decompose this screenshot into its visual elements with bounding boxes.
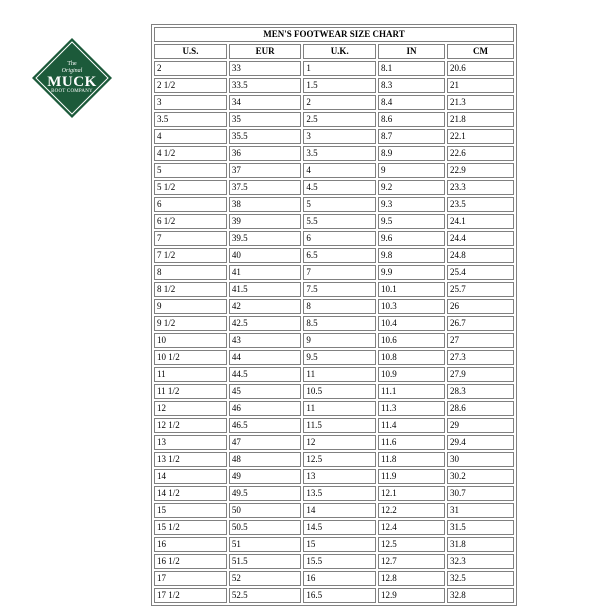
in-size-cell: 12.5 xyxy=(378,537,445,552)
cm-size-cell: 24.4 xyxy=(447,231,514,246)
us-size-cell: 5 xyxy=(154,163,227,178)
us-size-cell: 15 xyxy=(154,503,227,518)
table-row xyxy=(154,197,514,212)
in-size-cell: 12.1 xyxy=(378,486,445,501)
table-row xyxy=(154,61,514,76)
eur-size-cell: 33.5 xyxy=(229,78,302,93)
in-size-cell: 12.8 xyxy=(378,571,445,586)
us-size-cell: 8 1/2 xyxy=(154,282,227,297)
eur-size-cell: 43 xyxy=(229,333,302,348)
in-size-cell: 12.2 xyxy=(378,503,445,518)
title-row xyxy=(154,27,514,42)
eur-size-cell: 46.5 xyxy=(229,418,302,433)
eur-size-cell: 42.5 xyxy=(229,316,302,331)
us-size-cell: 4 1/2 xyxy=(154,146,227,161)
cm-size-cell: 30.2 xyxy=(447,469,514,484)
in-size-cell: 8.6 xyxy=(378,112,445,127)
eur-size-cell: 42 xyxy=(229,299,302,314)
cm-size-cell: 32.5 xyxy=(447,571,514,586)
table-row xyxy=(154,316,514,331)
eur-size-cell: 48 xyxy=(229,452,302,467)
table-row xyxy=(154,418,514,433)
uk-size-cell: 2 xyxy=(303,95,376,110)
chart-title: MEN'S FOOTWEAR SIZE CHART xyxy=(154,27,514,42)
in-size-cell: 10.6 xyxy=(378,333,445,348)
header-row xyxy=(154,44,514,59)
logo-brand-text: MUCK xyxy=(47,74,97,90)
in-size-cell: 10.8 xyxy=(378,350,445,365)
eur-size-cell: 51.5 xyxy=(229,554,302,569)
table-row xyxy=(154,299,514,314)
cm-size-cell: 25.7 xyxy=(447,282,514,297)
eur-size-cell: 40 xyxy=(229,248,302,263)
logo-subtitle-text: BOOT COMPANY xyxy=(51,89,93,94)
in-size-cell: 9.5 xyxy=(378,214,445,229)
us-size-cell: 9 xyxy=(154,299,227,314)
cm-size-cell: 21.8 xyxy=(447,112,514,127)
eur-size-cell: 52.5 xyxy=(229,588,302,603)
table-row xyxy=(154,231,514,246)
us-size-cell: 16 xyxy=(154,537,227,552)
eur-size-cell: 41.5 xyxy=(229,282,302,297)
uk-size-cell: 9.5 xyxy=(303,350,376,365)
eur-size-cell: 36 xyxy=(229,146,302,161)
us-size-cell: 12 xyxy=(154,401,227,416)
uk-size-cell: 8 xyxy=(303,299,376,314)
us-size-cell: 11 1/2 xyxy=(154,384,227,399)
cm-size-cell: 27.3 xyxy=(447,350,514,365)
uk-size-cell: 5 xyxy=(303,197,376,212)
uk-size-cell: 1 xyxy=(303,61,376,76)
table-row xyxy=(154,469,514,484)
table-row xyxy=(154,163,514,178)
header-eur: EUR xyxy=(229,44,302,59)
logo-original-text: Original xyxy=(61,68,83,74)
cm-size-cell: 23.3 xyxy=(447,180,514,195)
cm-size-cell: 25.4 xyxy=(447,265,514,280)
uk-size-cell: 4 xyxy=(303,163,376,178)
us-size-cell: 2 xyxy=(154,61,227,76)
table-row xyxy=(154,78,514,93)
in-size-cell: 9.3 xyxy=(378,197,445,212)
us-size-cell: 7 1/2 xyxy=(154,248,227,263)
table-row xyxy=(154,180,514,195)
table-row xyxy=(154,537,514,552)
table-row xyxy=(154,486,514,501)
us-size-cell: 8 xyxy=(154,265,227,280)
us-size-cell: 16 1/2 xyxy=(154,554,227,569)
table-row xyxy=(154,503,514,518)
in-size-cell: 11.4 xyxy=(378,418,445,433)
in-size-cell: 10.9 xyxy=(378,367,445,382)
us-size-cell: 17 xyxy=(154,571,227,586)
cm-size-cell: 22.9 xyxy=(447,163,514,178)
us-size-cell: 2 1/2 xyxy=(154,78,227,93)
table-row xyxy=(154,520,514,535)
uk-size-cell: 13 xyxy=(303,469,376,484)
uk-size-cell: 16.5 xyxy=(303,588,376,603)
cm-size-cell: 22.6 xyxy=(447,146,514,161)
us-size-cell: 4 xyxy=(154,129,227,144)
cm-size-cell: 26 xyxy=(447,299,514,314)
table-row xyxy=(154,401,514,416)
muck-boot-logo xyxy=(30,36,114,120)
cm-size-cell: 27.9 xyxy=(447,367,514,382)
eur-size-cell: 46 xyxy=(229,401,302,416)
table-row xyxy=(154,248,514,263)
us-size-cell: 13 xyxy=(154,435,227,450)
eur-size-cell: 37 xyxy=(229,163,302,178)
in-size-cell: 11.6 xyxy=(378,435,445,450)
uk-size-cell: 5.5 xyxy=(303,214,376,229)
table-row xyxy=(154,588,514,603)
cm-size-cell: 29 xyxy=(447,418,514,433)
cm-size-cell: 31.5 xyxy=(447,520,514,535)
uk-size-cell: 9 xyxy=(303,333,376,348)
us-size-cell: 6 xyxy=(154,197,227,212)
cm-size-cell: 32.8 xyxy=(447,588,514,603)
cm-size-cell: 23.5 xyxy=(447,197,514,212)
uk-size-cell: 11 xyxy=(303,401,376,416)
eur-size-cell: 51 xyxy=(229,537,302,552)
us-size-cell: 7 xyxy=(154,231,227,246)
uk-size-cell: 2.5 xyxy=(303,112,376,127)
cm-size-cell: 20.6 xyxy=(447,61,514,76)
us-size-cell: 12 1/2 xyxy=(154,418,227,433)
table-row xyxy=(154,384,514,399)
in-size-cell: 12.9 xyxy=(378,588,445,603)
uk-size-cell: 1.5 xyxy=(303,78,376,93)
cm-size-cell: 30 xyxy=(447,452,514,467)
in-size-cell: 9.8 xyxy=(378,248,445,263)
eur-size-cell: 41 xyxy=(229,265,302,280)
eur-size-cell: 35.5 xyxy=(229,129,302,144)
size-chart-container xyxy=(151,24,517,606)
eur-size-cell: 37.5 xyxy=(229,180,302,195)
uk-size-cell: 14 xyxy=(303,503,376,518)
table-row xyxy=(154,95,514,110)
cm-size-cell: 31.8 xyxy=(447,537,514,552)
cm-size-cell: 21.3 xyxy=(447,95,514,110)
eur-size-cell: 52 xyxy=(229,571,302,586)
uk-size-cell: 11.5 xyxy=(303,418,376,433)
us-size-cell: 13 1/2 xyxy=(154,452,227,467)
in-size-cell: 9 xyxy=(378,163,445,178)
header-cm: CM xyxy=(447,44,514,59)
cm-size-cell: 24.8 xyxy=(447,248,514,263)
cm-size-cell: 29.4 xyxy=(447,435,514,450)
eur-size-cell: 33 xyxy=(229,61,302,76)
table-row xyxy=(154,282,514,297)
cm-size-cell: 26.7 xyxy=(447,316,514,331)
uk-size-cell: 10.5 xyxy=(303,384,376,399)
cm-size-cell: 27 xyxy=(447,333,514,348)
eur-size-cell: 44.5 xyxy=(229,367,302,382)
eur-size-cell: 47 xyxy=(229,435,302,450)
header-uk: U.K. xyxy=(303,44,376,59)
us-size-cell: 3 xyxy=(154,95,227,110)
table-row xyxy=(154,112,514,127)
uk-size-cell: 11 xyxy=(303,367,376,382)
us-size-cell: 10 1/2 xyxy=(154,350,227,365)
in-size-cell: 10.4 xyxy=(378,316,445,331)
uk-size-cell: 15 xyxy=(303,537,376,552)
in-size-cell: 10.1 xyxy=(378,282,445,297)
us-size-cell: 14 xyxy=(154,469,227,484)
uk-size-cell: 7.5 xyxy=(303,282,376,297)
in-size-cell: 9.2 xyxy=(378,180,445,195)
table-row xyxy=(154,146,514,161)
eur-size-cell: 50 xyxy=(229,503,302,518)
table-row xyxy=(154,554,514,569)
in-size-cell: 12.7 xyxy=(378,554,445,569)
cm-size-cell: 22.1 xyxy=(447,129,514,144)
us-size-cell: 11 xyxy=(154,367,227,382)
uk-size-cell: 13.5 xyxy=(303,486,376,501)
eur-size-cell: 38 xyxy=(229,197,302,212)
cm-size-cell: 32.3 xyxy=(447,554,514,569)
eur-size-cell: 49 xyxy=(229,469,302,484)
eur-size-cell: 45 xyxy=(229,384,302,399)
eur-size-cell: 39.5 xyxy=(229,231,302,246)
uk-size-cell: 14.5 xyxy=(303,520,376,535)
table-row xyxy=(154,452,514,467)
in-size-cell: 8.7 xyxy=(378,129,445,144)
in-size-cell: 11.9 xyxy=(378,469,445,484)
uk-size-cell: 3.5 xyxy=(303,146,376,161)
uk-size-cell: 4.5 xyxy=(303,180,376,195)
in-size-cell: 11.8 xyxy=(378,452,445,467)
cm-size-cell: 31 xyxy=(447,503,514,518)
table-row xyxy=(154,214,514,229)
table-row xyxy=(154,333,514,348)
uk-size-cell: 3 xyxy=(303,129,376,144)
us-size-cell: 10 xyxy=(154,333,227,348)
cm-size-cell: 21 xyxy=(447,78,514,93)
in-size-cell: 9.9 xyxy=(378,265,445,280)
eur-size-cell: 49.5 xyxy=(229,486,302,501)
eur-size-cell: 39 xyxy=(229,214,302,229)
us-size-cell: 17 1/2 xyxy=(154,588,227,603)
uk-size-cell: 7 xyxy=(303,265,376,280)
table-row xyxy=(154,265,514,280)
eur-size-cell: 35 xyxy=(229,112,302,127)
table-row xyxy=(154,129,514,144)
cm-size-cell: 30.7 xyxy=(447,486,514,501)
in-size-cell: 8.3 xyxy=(378,78,445,93)
in-size-cell: 12.4 xyxy=(378,520,445,535)
size-chart-body xyxy=(154,61,514,603)
in-size-cell: 10.3 xyxy=(378,299,445,314)
us-size-cell: 15 1/2 xyxy=(154,520,227,535)
uk-size-cell: 15.5 xyxy=(303,554,376,569)
in-size-cell: 9.6 xyxy=(378,231,445,246)
us-size-cell: 6 1/2 xyxy=(154,214,227,229)
table-row xyxy=(154,571,514,586)
in-size-cell: 11.1 xyxy=(378,384,445,399)
in-size-cell: 8.1 xyxy=(378,61,445,76)
logo-the-text: The xyxy=(67,61,77,67)
uk-size-cell: 6.5 xyxy=(303,248,376,263)
eur-size-cell: 44 xyxy=(229,350,302,365)
us-size-cell: 14 1/2 xyxy=(154,486,227,501)
cm-size-cell: 24.1 xyxy=(447,214,514,229)
cm-size-cell: 28.6 xyxy=(447,401,514,416)
header-us: U.S. xyxy=(154,44,227,59)
uk-size-cell: 6 xyxy=(303,231,376,246)
table-row xyxy=(154,435,514,450)
table-row xyxy=(154,367,514,382)
uk-size-cell: 8.5 xyxy=(303,316,376,331)
in-size-cell: 8.4 xyxy=(378,95,445,110)
eur-size-cell: 34 xyxy=(229,95,302,110)
in-size-cell: 11.3 xyxy=(378,401,445,416)
uk-size-cell: 16 xyxy=(303,571,376,586)
uk-size-cell: 12.5 xyxy=(303,452,376,467)
size-chart-table xyxy=(151,24,517,606)
uk-size-cell: 12 xyxy=(303,435,376,450)
us-size-cell: 3.5 xyxy=(154,112,227,127)
us-size-cell: 9 1/2 xyxy=(154,316,227,331)
cm-size-cell: 28.3 xyxy=(447,384,514,399)
table-row xyxy=(154,350,514,365)
header-in: IN xyxy=(378,44,445,59)
in-size-cell: 8.9 xyxy=(378,146,445,161)
eur-size-cell: 50.5 xyxy=(229,520,302,535)
us-size-cell: 5 1/2 xyxy=(154,180,227,195)
